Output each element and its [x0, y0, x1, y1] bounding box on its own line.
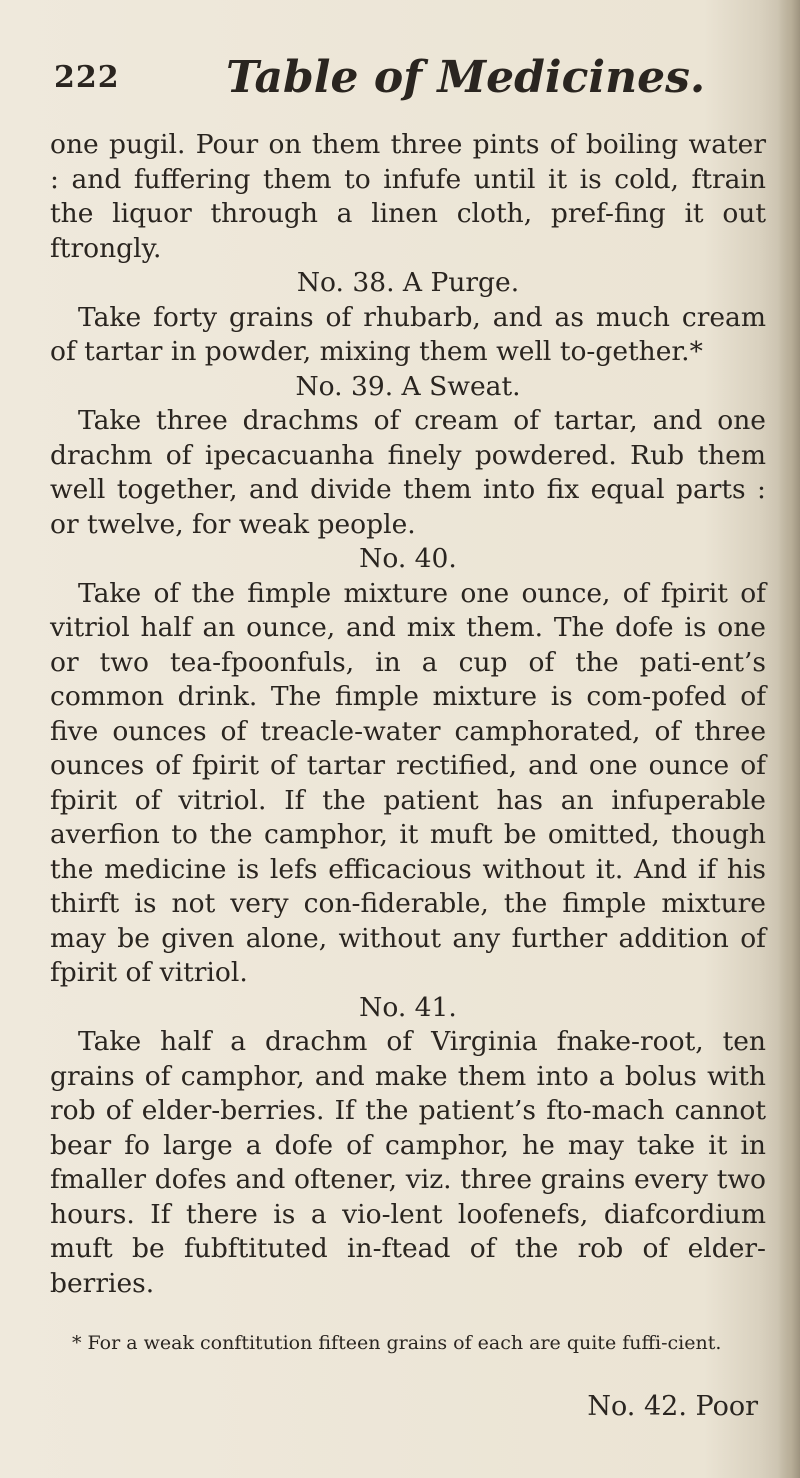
- recipe-heading-40: No. 40.: [359, 543, 457, 574]
- page-header: [54, 52, 754, 112]
- recipe-heading-41: No. 41.: [359, 991, 457, 1023]
- catchword: No. 42. Poor: [587, 1391, 758, 1422]
- running-title: Table of Medicines.: [226, 52, 706, 103]
- page-edge-shadow: [778, 0, 800, 1478]
- paragraph-continued: one pugil. Pour on them three pints of boiling water : and fuffering them to infufe until it is cold, ftrain the liquor through a linen cloth, pref-fing it out ftrongly.: [50, 129, 766, 264]
- footnote: * For a weak conftitution fifteen grains of each are quite fuffi-cient.: [72, 1332, 722, 1354]
- page-number: 222: [54, 60, 120, 95]
- paragraph-recipe-38: Take forty grains of rhubarb, and as much cream of tartar in powder, mixing them well to-gether.*: [50, 301, 766, 367]
- paragraph-recipe-41: Take half a drachm of Virginia fnake-root, ten grains of camphor, and make them into a bolus with rob of elder-berries. If the patient’s fto-mach cannot bear fo large a dofe of camphor, he may take it in fmaller dofes and oftener, viz. three grains every two hours. If there is a vio-lent loofenefs, diafcordium muft be fubftituted in-ftead of the rob of elder-berries.: [50, 1026, 766, 1299]
- paragraph-recipe-40: Take of the fimple mixture one ounce, of fpirit of vitriol half an ounce, and mix them. The dofe is one or two tea-fpoonfuls, in a cup of the pati-ent’s common drink. The fimple mixture is com-pofed of five ounces of treacle-water camphorated, of three ounces of fpirit of tartar rectified, and one ounce of fpirit of vitriol. If the patient has an infuperable averfion to the camphor, it muft be omitted, though the medicine is lefs efficacious without it. And if his thirft is not very con-fiderable, the fimple mixture may be given alone, without any further addition of fpirit of vitriol.: [50, 577, 766, 988]
- paragraph-recipe-39: Take three drachms of cream of tartar, and one drachm of ipecacuanha finely powdered. Rub them well together, and divide them into fix equal parts : or twelve, for weak people.: [50, 405, 766, 540]
- recipe-heading-38: No. 38. A Purge.: [296, 267, 520, 298]
- page-body: [50, 128, 766, 1301]
- recipe-heading-39: No. 39. A Sweat.: [295, 370, 521, 402]
